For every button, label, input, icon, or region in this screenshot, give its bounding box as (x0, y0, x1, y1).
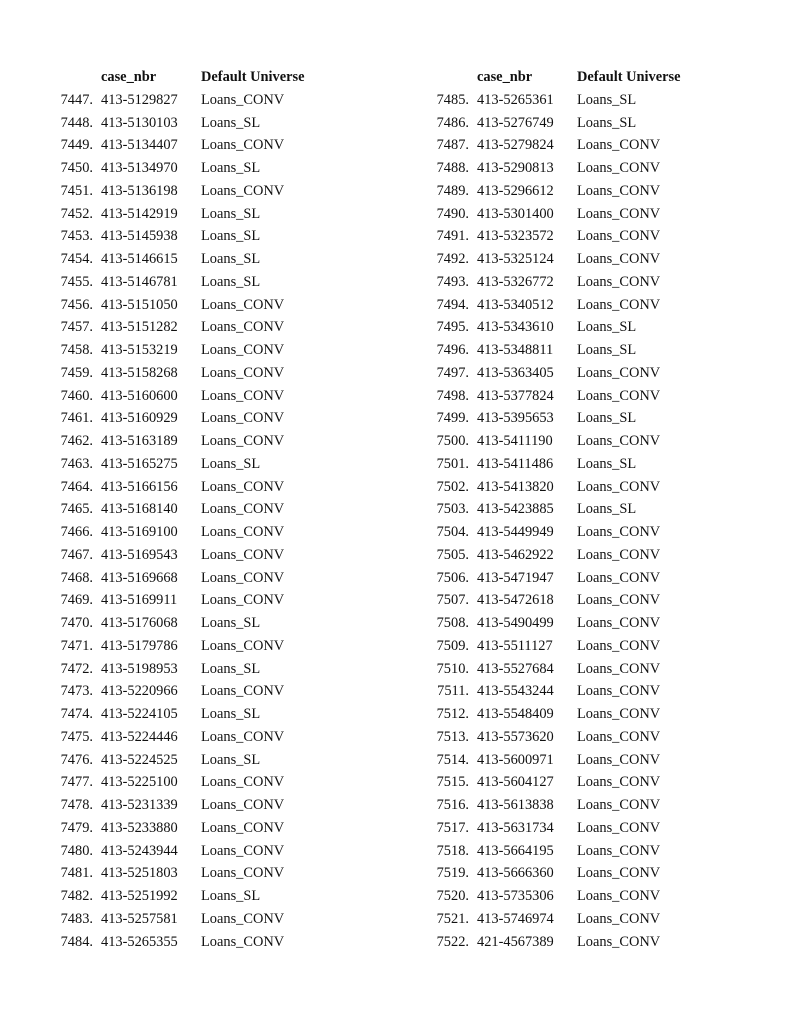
default-universe-cell: Loans_SL (577, 501, 637, 518)
default-universe-cell: Loans_CONV (201, 319, 285, 336)
row-index: 7513. (436, 728, 469, 745)
row-index: 7507. (436, 592, 469, 609)
case-nbr-cell: 413-5134407 (101, 137, 178, 154)
default-universe-cell: Loans_CONV (577, 273, 661, 290)
case-nbr-cell: 413-5130103 (101, 114, 178, 131)
default-universe-cell: Loans_SL (201, 251, 261, 267)
default-universe-cell: Loans_CONV (577, 683, 661, 700)
default-universe-header: Default Universe (577, 69, 681, 85)
row-index: 7467. (60, 546, 93, 563)
default-universe-cell: Loans_CONV (201, 91, 285, 108)
default-universe-cell: Loans_CONV (577, 182, 661, 199)
default-universe-cell: Loans_SL (577, 455, 637, 472)
case-nbr-cell: 413-5129827 (101, 91, 178, 108)
default-universe-cell: Loans_CONV (201, 637, 285, 654)
case-nbr-cell: 413-5666360 (477, 865, 554, 882)
case-nbr-cell: 413-5231339 (101, 797, 178, 813)
row-index: 7515. (436, 774, 469, 791)
case-nbr-cell: 413-5548409 (477, 706, 554, 722)
default-universe-cell: Loans_CONV (577, 797, 661, 813)
case-nbr-cell: 413-5290813 (477, 160, 554, 176)
row-index: 7484. (60, 933, 93, 950)
case-nbr-cell: 413-5413820 (477, 478, 554, 495)
row-index: 7495. (436, 319, 469, 336)
default-universe-cell: Loans_CONV (577, 569, 661, 586)
default-universe-cell: Loans_CONV (577, 865, 661, 882)
row-index: 7503. (436, 501, 469, 518)
case-nbr-cell: 413-5224525 (101, 751, 178, 768)
row-index: 7521. (436, 910, 469, 927)
case-nbr-cell: 413-5225100 (101, 774, 178, 791)
row-index: 7472. (60, 660, 93, 677)
case-nbr-cell: 413-5395653 (477, 410, 554, 427)
case-nbr-cell: 413-5377824 (477, 387, 554, 404)
row-index: 7504. (436, 524, 469, 540)
case-nbr-cell: 413-5411190 (477, 433, 553, 449)
default-universe-cell: Loans_CONV (201, 478, 285, 495)
case-nbr-cell: 413-5325124 (477, 251, 554, 267)
case-nbr-header: case_nbr (101, 69, 157, 85)
default-universe-cell: Loans_SL (201, 615, 261, 631)
case-nbr-cell: 413-5664195 (477, 842, 554, 859)
default-universe-cell: Loans_CONV (201, 410, 285, 427)
row-index: 7514. (436, 751, 469, 768)
default-universe-cell: Loans_CONV (577, 251, 661, 267)
row-index: 7457. (60, 319, 93, 336)
row-index: 7491. (436, 228, 469, 245)
default-universe-cell: Loans_SL (201, 888, 261, 904)
case-nbr-cell: 413-5343610 (477, 319, 554, 336)
case-nbr-cell: 413-5265355 (101, 933, 178, 950)
case-nbr-cell: 413-5279824 (477, 137, 554, 154)
case-nbr-cell: 413-5511127 (477, 637, 553, 654)
row-index: 7448. (60, 114, 93, 131)
default-universe-cell: Loans_CONV (577, 819, 661, 836)
case-nbr-cell: 413-5326772 (477, 273, 554, 290)
default-universe-cell: Loans_CONV (577, 706, 661, 722)
default-universe-cell: Loans_CONV (577, 728, 661, 745)
case-nbr-cell: 413-5145938 (101, 228, 178, 245)
case-nbr-cell: 413-5276749 (477, 114, 554, 131)
row-index: 7481. (60, 865, 93, 882)
default-universe-cell: Loans_CONV (577, 660, 661, 677)
default-universe-cell: Loans_SL (201, 455, 261, 472)
row-index: 7486. (436, 114, 469, 131)
row-index: 7471. (60, 637, 93, 654)
case-nbr-cell: 413-5136198 (101, 182, 178, 199)
row-index: 7456. (60, 296, 93, 313)
default-universe-cell: Loans_CONV (577, 364, 661, 381)
row-index: 7516. (436, 797, 469, 813)
row-index: 7519. (436, 865, 469, 882)
case-nbr-cell: 413-5257581 (101, 910, 178, 927)
default-universe-cell: Loans_CONV (201, 433, 285, 449)
row-index: 7460. (60, 387, 93, 404)
case-nbr-cell: 413-5348811 (477, 342, 554, 358)
row-index: 7487. (436, 137, 469, 154)
row-index: 7452. (60, 205, 93, 222)
row-index: 7454. (60, 251, 93, 267)
default-universe-cell: Loans_CONV (577, 524, 661, 540)
case-nbr-header: case_nbr (477, 69, 533, 85)
case-nbr-cell: 413-5604127 (477, 774, 554, 791)
default-universe-cell: Loans_SL (577, 342, 637, 358)
case-nbr-cell: 413-5163189 (101, 433, 178, 449)
case-nbr-cell: 413-5179786 (101, 637, 178, 654)
default-universe-cell: Loans_CONV (577, 160, 661, 176)
default-universe-cell: Loans_CONV (577, 228, 661, 245)
default-universe-cell: Loans_CONV (201, 569, 285, 586)
row-index: 7459. (60, 364, 93, 381)
default-universe-cell: Loans_CONV (201, 342, 285, 358)
row-index: 7517. (436, 819, 469, 836)
row-index: 7512. (436, 706, 469, 722)
case-nbr-cell: 413-5224446 (101, 728, 178, 745)
default-universe-header: Default Universe (201, 69, 305, 85)
default-universe-cell: Loans_CONV (577, 387, 661, 404)
case-nbr-cell: 413-5168140 (101, 501, 178, 518)
row-index: 7490. (436, 205, 469, 222)
case-nbr-cell: 413-5151282 (101, 319, 178, 336)
default-universe-cell: Loans_CONV (577, 137, 661, 154)
case-nbr-cell: 413-5224105 (101, 706, 178, 722)
default-universe-cell: Loans_CONV (577, 433, 661, 449)
default-universe-cell: Loans_CONV (201, 842, 285, 859)
row-index: 7497. (436, 364, 469, 381)
default-universe-cell: Loans_CONV (577, 774, 661, 791)
row-index: 7478. (60, 797, 93, 813)
case-nbr-cell: 413-5142919 (101, 205, 178, 222)
default-universe-cell: Loans_SL (201, 205, 261, 222)
default-universe-cell: Loans_CONV (201, 819, 285, 836)
row-index: 7464. (60, 478, 93, 495)
row-index: 7496. (436, 342, 469, 358)
default-universe-cell: Loans_CONV (201, 524, 285, 540)
default-universe-cell: Loans_CONV (577, 842, 661, 859)
case-nbr-cell: 413-5169100 (101, 524, 178, 540)
default-universe-cell: Loans_CONV (201, 797, 285, 813)
case-nbr-cell: 413-5160600 (101, 387, 178, 404)
row-index: 7505. (436, 546, 469, 563)
case-nbr-cell: 413-5166156 (101, 478, 178, 495)
row-index: 7470. (60, 615, 93, 631)
case-nbr-cell: 413-5543244 (477, 683, 554, 700)
case-nbr-cell: 413-5169543 (101, 546, 178, 563)
default-universe-cell: Loans_CONV (201, 592, 285, 609)
row-index: 7480. (60, 842, 93, 859)
default-universe-cell: Loans_CONV (577, 637, 661, 654)
case-nbr-cell: 413-5265361 (477, 91, 554, 108)
row-index: 7458. (60, 342, 93, 358)
case-nbr-cell: 413-5176068 (101, 615, 178, 631)
case-nbr-cell: 413-5146781 (101, 273, 178, 290)
default-universe-cell: Loans_CONV (201, 728, 285, 745)
row-index: 7462. (60, 433, 93, 449)
case-nbr-cell: 413-5363405 (477, 364, 554, 381)
row-index: 7449. (60, 137, 93, 154)
row-index: 7522. (436, 933, 469, 950)
default-universe-cell: Loans_SL (577, 319, 637, 336)
row-index: 7465. (60, 501, 93, 518)
case-nbr-cell: 413-5169911 (101, 592, 178, 609)
row-index: 7509. (436, 637, 469, 654)
row-index: 7482. (60, 888, 93, 904)
default-universe-cell: Loans_CONV (201, 910, 285, 927)
case-nbr-cell: 413-5323572 (477, 228, 554, 245)
row-index: 7474. (60, 706, 93, 722)
case-nbr-cell: 413-5527684 (477, 660, 554, 677)
case-nbr-cell: 413-5472618 (477, 592, 554, 609)
row-index: 7477. (60, 774, 93, 791)
row-index: 7483. (60, 910, 93, 927)
row-index: 7500. (436, 433, 469, 449)
case-nbr-cell: 413-5153219 (101, 342, 178, 358)
row-index: 7451. (60, 182, 93, 199)
default-universe-cell: Loans_CONV (577, 933, 661, 950)
case-nbr-cell: 413-5296612 (477, 182, 554, 199)
case-nbr-cell: 413-5251992 (101, 888, 178, 904)
row-index: 7501. (436, 455, 469, 472)
case-nbr-cell: 413-5151050 (101, 296, 178, 313)
default-universe-cell: Loans_CONV (201, 296, 285, 313)
case-nbr-cell: 413-5220966 (101, 683, 178, 700)
row-index: 7450. (60, 160, 93, 176)
row-index: 7461. (60, 410, 93, 427)
default-universe-cell: Loans_CONV (201, 683, 285, 700)
row-index: 7506. (436, 569, 469, 586)
row-index: 7473. (60, 683, 93, 700)
row-index: 7463. (60, 455, 93, 472)
default-universe-cell: Loans_CONV (201, 501, 285, 518)
case-nbr-cell: 413-5198953 (101, 660, 178, 677)
row-index: 7511. (437, 683, 469, 700)
default-universe-cell: Loans_CONV (201, 387, 285, 404)
default-universe-cell: Loans_SL (201, 114, 261, 131)
default-universe-cell: Loans_CONV (577, 478, 661, 495)
default-universe-cell: Loans_CONV (201, 774, 285, 791)
default-universe-cell: Loans_CONV (201, 182, 285, 199)
default-universe-cell: Loans_SL (577, 114, 637, 131)
default-universe-cell: Loans_SL (201, 706, 261, 722)
row-index: 7475. (60, 728, 93, 745)
default-universe-cell: Loans_CONV (577, 751, 661, 768)
default-universe-cell: Loans_SL (201, 751, 261, 768)
row-index: 7469. (60, 592, 93, 609)
case-nbr-cell: 421-4567389 (477, 933, 554, 950)
default-universe-cell: Loans_CONV (201, 364, 285, 381)
case-nbr-cell: 413-5746974 (477, 910, 554, 927)
row-index: 7468. (60, 569, 93, 586)
case-nbr-cell: 413-5423885 (477, 501, 554, 518)
row-index: 7508. (436, 615, 469, 631)
default-universe-cell: Loans_CONV (577, 546, 661, 563)
case-nbr-cell: 413-5631734 (477, 819, 554, 836)
case-nbr-cell: 413-5449949 (477, 524, 554, 540)
row-index: 7447. (60, 91, 93, 108)
case-nbr-cell: 413-5251803 (101, 865, 178, 882)
default-universe-cell: Loans_CONV (577, 592, 661, 609)
default-universe-cell: Loans_SL (577, 91, 637, 108)
row-index: 7479. (60, 819, 93, 836)
case-nbr-cell: 413-5146615 (101, 251, 178, 267)
row-index: 7485. (436, 91, 469, 108)
default-universe-cell: Loans_CONV (201, 137, 285, 154)
row-index: 7466. (60, 524, 93, 540)
default-universe-cell: Loans_SL (577, 410, 637, 427)
case-nbr-cell: 413-5411486 (477, 455, 554, 472)
case-nbr-cell: 413-5158268 (101, 364, 178, 381)
case-nbr-cell: 413-5243944 (101, 842, 178, 859)
case-nbr-cell: 413-5233880 (101, 819, 178, 836)
row-index: 7493. (436, 273, 469, 290)
default-universe-cell: Loans_CONV (577, 296, 661, 313)
default-universe-cell: Loans_CONV (577, 615, 661, 631)
default-universe-cell: Loans_CONV (577, 205, 661, 222)
row-index: 7499. (436, 410, 469, 427)
row-index: 7498. (436, 387, 469, 404)
row-index: 7455. (60, 273, 93, 290)
default-universe-cell: Loans_SL (201, 660, 261, 677)
default-universe-cell: Loans_SL (201, 273, 261, 290)
row-index: 7492. (436, 251, 469, 267)
default-universe-cell: Loans_CONV (201, 865, 285, 882)
case-nbr-cell: 413-5301400 (477, 205, 554, 222)
case-nbr-cell: 413-5165275 (101, 455, 178, 472)
case-nbr-cell: 413-5573620 (477, 728, 554, 745)
case-nbr-cell: 413-5160929 (101, 410, 178, 427)
case-nbr-cell: 413-5735306 (477, 888, 554, 904)
case-nbr-cell: 413-5169668 (101, 569, 178, 586)
row-index: 7520. (436, 888, 469, 904)
case-nbr-cell: 413-5134970 (101, 160, 178, 176)
row-index: 7453. (60, 228, 93, 245)
row-index: 7510. (436, 660, 469, 677)
row-index: 7489. (436, 182, 469, 199)
default-universe-cell: Loans_SL (201, 160, 261, 176)
case-nbr-cell: 413-5462922 (477, 546, 554, 563)
row-index: 7488. (436, 160, 469, 176)
case-nbr-cell: 413-5340512 (477, 296, 554, 313)
case-nbr-cell: 413-5613838 (477, 797, 554, 813)
row-index: 7518. (436, 842, 469, 859)
row-index: 7476. (60, 751, 93, 768)
default-universe-cell: Loans_CONV (201, 546, 285, 563)
case-nbr-cell: 413-5471947 (477, 569, 554, 586)
row-index: 7502. (436, 478, 469, 495)
case-nbr-cell: 413-5490499 (477, 615, 554, 631)
default-universe-cell: Loans_CONV (577, 910, 661, 927)
default-universe-cell: Loans_CONV (201, 933, 285, 950)
case-nbr-cell: 413-5600971 (477, 751, 554, 768)
row-index: 7494. (436, 296, 469, 313)
default-universe-cell: Loans_SL (201, 228, 261, 245)
default-universe-cell: Loans_CONV (577, 888, 661, 904)
